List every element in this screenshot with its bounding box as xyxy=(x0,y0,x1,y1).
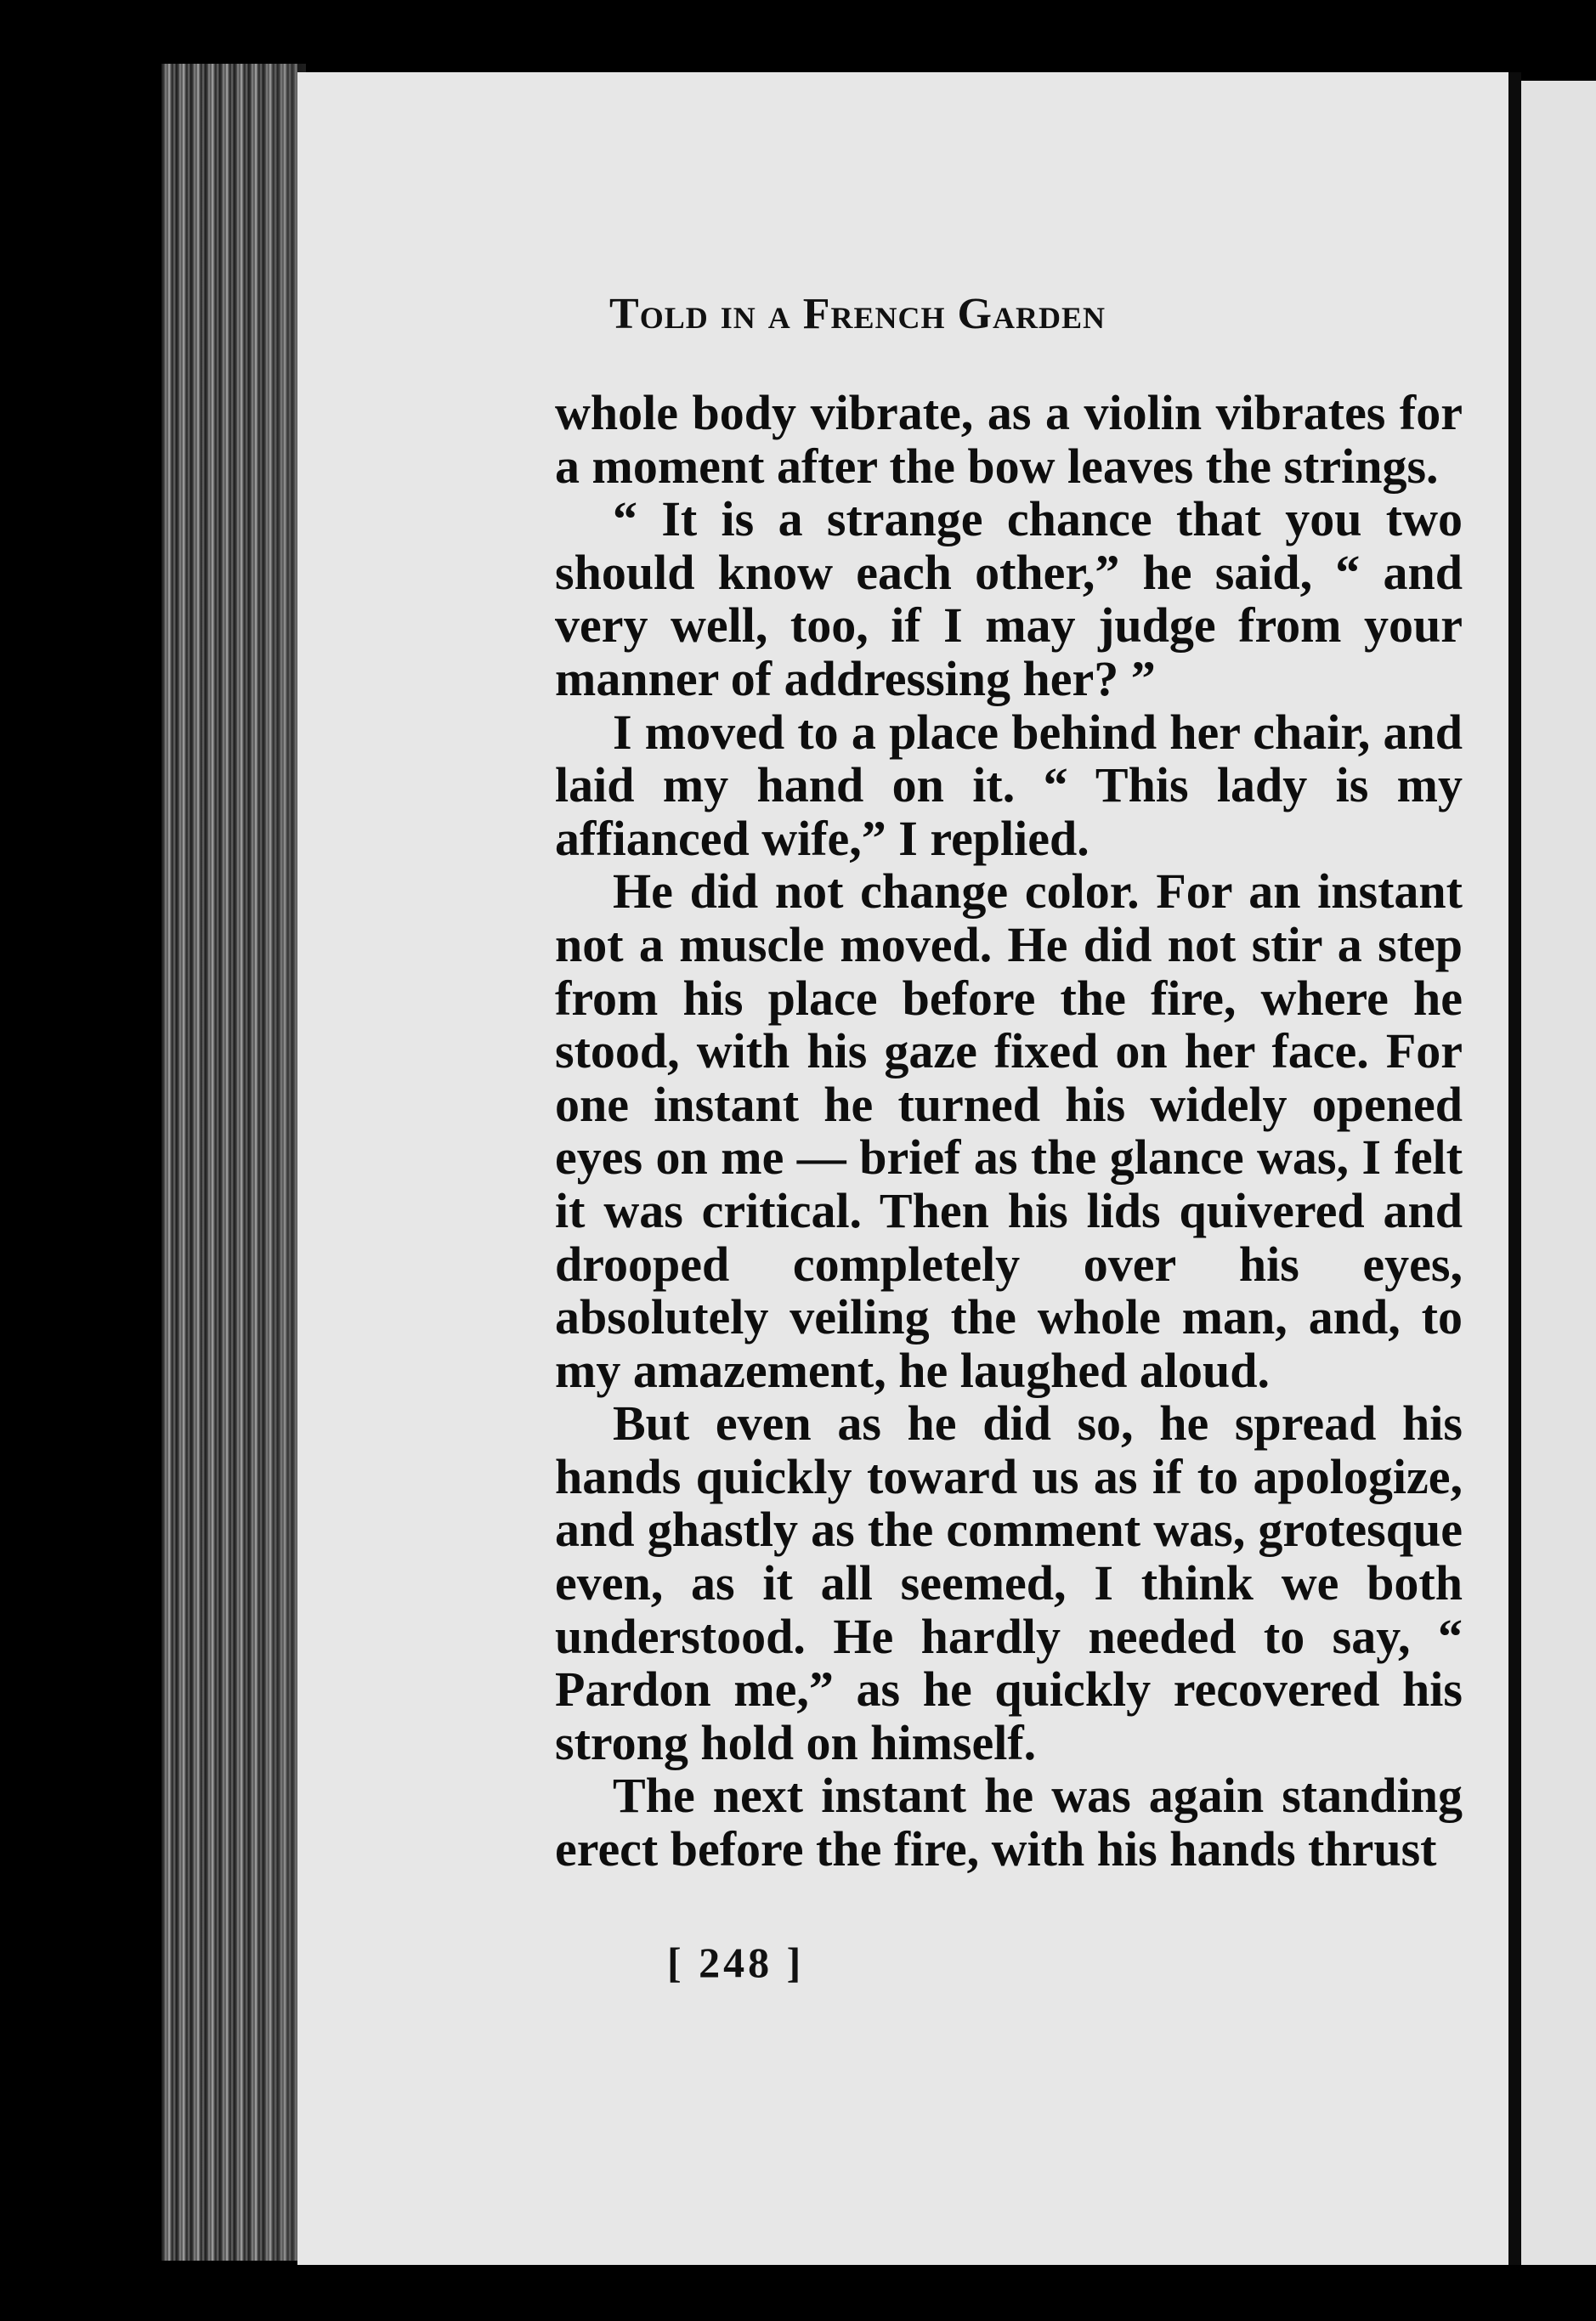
running-head: Told in a French Garden xyxy=(609,290,1106,338)
adjacent-page-edge xyxy=(1521,81,1596,2269)
paragraph: The next instant he was again standing erect before the fire, with his hands thrust xyxy=(555,1768,1463,1877)
body-text xyxy=(555,387,1463,1877)
paragraph: He did not change color. For an instant not a muscle moved. He did not stir a step from his place before the fire, where he stood, with his gaze fixed on her face. For one instant he turned his widely opened eyes on me — brief as the glance was, I felt it was critical. Then his lids quivered and drooped completely over his eyes, absolutely veiling the whole man, and, to my amazement, he laughed aloud. xyxy=(555,863,1463,1398)
paragraph: But even as he did so, he spread his hands quickly toward us as if to apologize, and ghastly as the comment was, grotesque even, as it all seemed, I think we both understood. He hardly needed to say, “ Pardon me,” as he quickly recovered his strong hold on himself. xyxy=(555,1395,1463,1770)
page-number: [ 248 ] xyxy=(667,1939,805,1986)
scan-border xyxy=(0,2265,1596,2321)
page-gutter xyxy=(1508,72,1521,2265)
paragraph: “ It is a strange chance that you two should know each other,” he said, “ and very well, too, if I may judge from your manner of addressing her? ” xyxy=(555,491,1463,706)
paragraph: I moved to a place behind her chair, and laid my hand on it. “ This lady is my affianced wife,” I replied. xyxy=(555,704,1463,866)
paragraph: whole body vibrate, as a violin vibrates for a moment after the bow leaves the strings. xyxy=(555,385,1463,494)
